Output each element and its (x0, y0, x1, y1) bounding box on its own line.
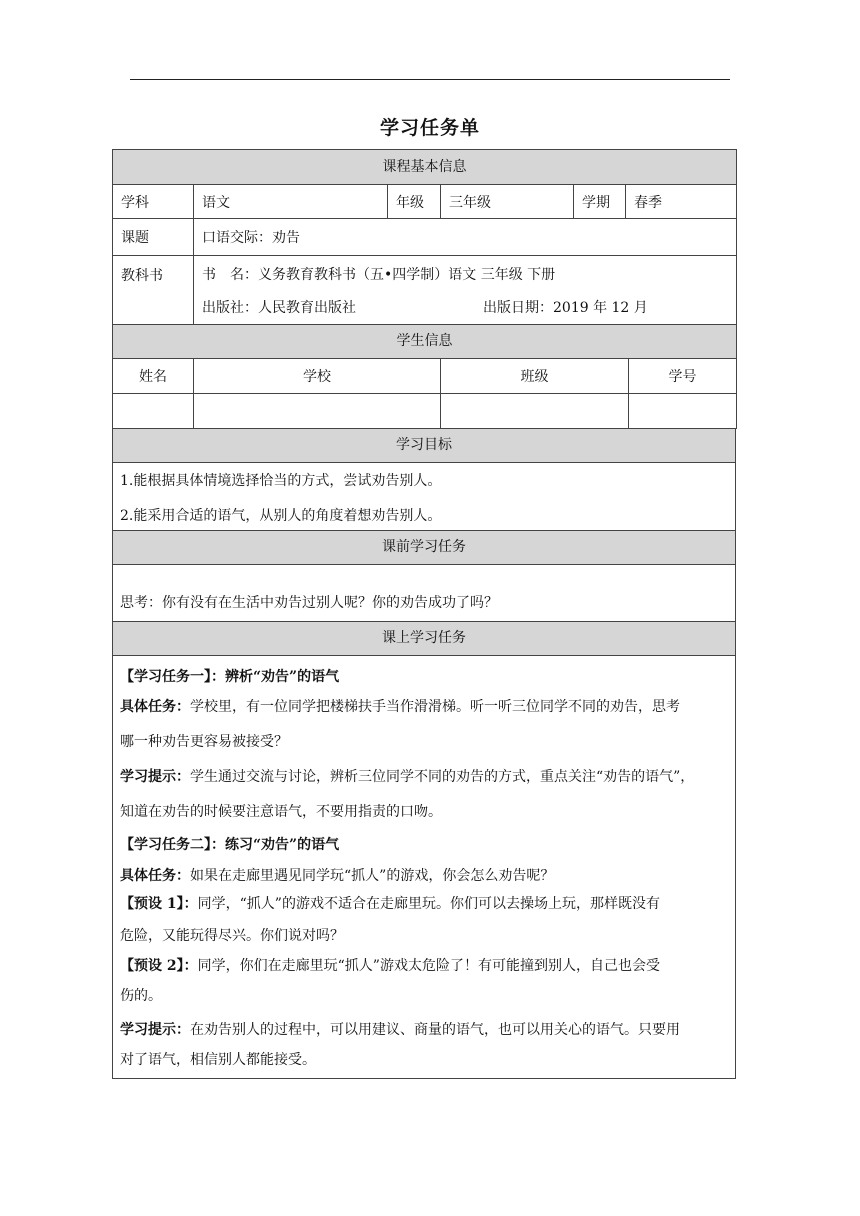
student-info-table (112, 324, 737, 429)
preset1-line-a (120, 893, 730, 913)
preset1-label: 【预设 1】： (120, 896, 198, 912)
subject-label: 学科 (113, 185, 194, 219)
hint2-text-b: 对了语气，相信别人都能接受。 (120, 1052, 316, 1068)
col-class: 班级 (441, 359, 629, 394)
task2-title: 【学习任务二】：练习“劝告”的语气 (120, 837, 340, 853)
task1-label: 具体任务： (120, 699, 190, 715)
goals-header: 学习目标 (112, 428, 736, 463)
hint1-text-b: 知道在劝告的时候要注意语气，不要用指责的口吻。 (120, 804, 442, 820)
pub-date-line: 出版日期：2019 年 12 月 (483, 300, 648, 316)
hint1-label: 学习提示： (120, 769, 190, 785)
course-info-table (112, 149, 737, 325)
topic-label: 课题 (113, 219, 194, 256)
hint1-line-a (120, 766, 730, 786)
subject-value: 语文 (194, 185, 388, 219)
col-student-id: 学号 (629, 359, 737, 394)
hint2-line-a (120, 1019, 730, 1039)
grade-value: 三年级 (441, 185, 574, 219)
preset2-line-a (120, 955, 730, 975)
task2-line (120, 865, 730, 885)
topic-value: 口语交际：劝告 (194, 219, 737, 256)
document-title: 学习任务单 (379, 117, 480, 139)
school-cell[interactable] (194, 394, 441, 429)
textbook-label: 教科书 (113, 256, 194, 325)
task1-text-b: 哪一种劝告更容易被接受？ (120, 734, 288, 750)
hint2-text-a: 在劝告别人的过程中，可以用建议、商量的语气，也可以用关心的语气。只要用 (190, 1022, 680, 1038)
grade-label: 年级 (388, 185, 441, 219)
preset1-text-a: 同学，“抓人”的游戏不适合在走廊里玩。你们可以去操场上玩，那样既没有 (197, 896, 660, 912)
term-value: 春季 (626, 185, 737, 219)
hint2-label: 学习提示： (120, 1022, 190, 1038)
textbook-details (194, 256, 737, 325)
pre-class-header: 课前学习任务 (112, 530, 736, 565)
col-name: 姓名 (113, 359, 194, 394)
preset2-label: 【预设 2】： (120, 958, 198, 974)
hint1-text-a: 学生通过交流与讨论，辨析三位同学不同的劝告的方式，重点关注“劝告的语气”， (190, 769, 695, 785)
class-cell[interactable] (441, 394, 629, 429)
goal-item-2: 2.能采用合适的语气，从别人的角度着想劝告别人。 (120, 508, 442, 524)
col-school: 学校 (194, 359, 441, 394)
preset2-text-b: 伤的。 (120, 988, 162, 1004)
preset1-text-b: 危险，又能玩得尽兴。你们说对吗？ (120, 928, 344, 944)
term-label: 学期 (574, 185, 626, 219)
pre-class-question: 思考：你有没有在生活中劝告过别人呢？你的劝告成功了吗？ (120, 595, 498, 611)
in-class-header: 课上学习任务 (112, 621, 736, 656)
publisher-line: 出版社：人民教育出版社 (202, 300, 356, 316)
task1-line-a (120, 696, 730, 716)
student-id-cell[interactable] (629, 394, 737, 429)
preset2-text-a: 同学，你们在走廊里玩“抓人”游戏太危险了！有可能撞到别人，自己也会受 (197, 958, 660, 974)
book-name-line: 书 名：义务教育教科书（五•四学制）语文 三年级 下册 (202, 267, 556, 283)
student-info-header: 学生信息 (113, 325, 737, 359)
goal-item-1: 1.能根据具体情境选择恰当的方式，尝试劝告别人。 (120, 473, 442, 489)
task1-text-a: 学校里，有一位同学把楼梯扶手当作滑滑梯。听一听三位同学不同的劝告，思考 (190, 699, 680, 715)
task1-title: 【学习任务一】：辨析“劝告”的语气 (120, 669, 340, 685)
task2-label: 具体任务： (120, 868, 190, 884)
task2-text: 如果在走廊里遇见同学玩“抓人”的游戏，你会怎么劝告呢？ (190, 868, 555, 884)
course-info-header: 课程基本信息 (113, 150, 737, 185)
name-cell[interactable] (113, 394, 194, 429)
header-rule (130, 79, 730, 80)
